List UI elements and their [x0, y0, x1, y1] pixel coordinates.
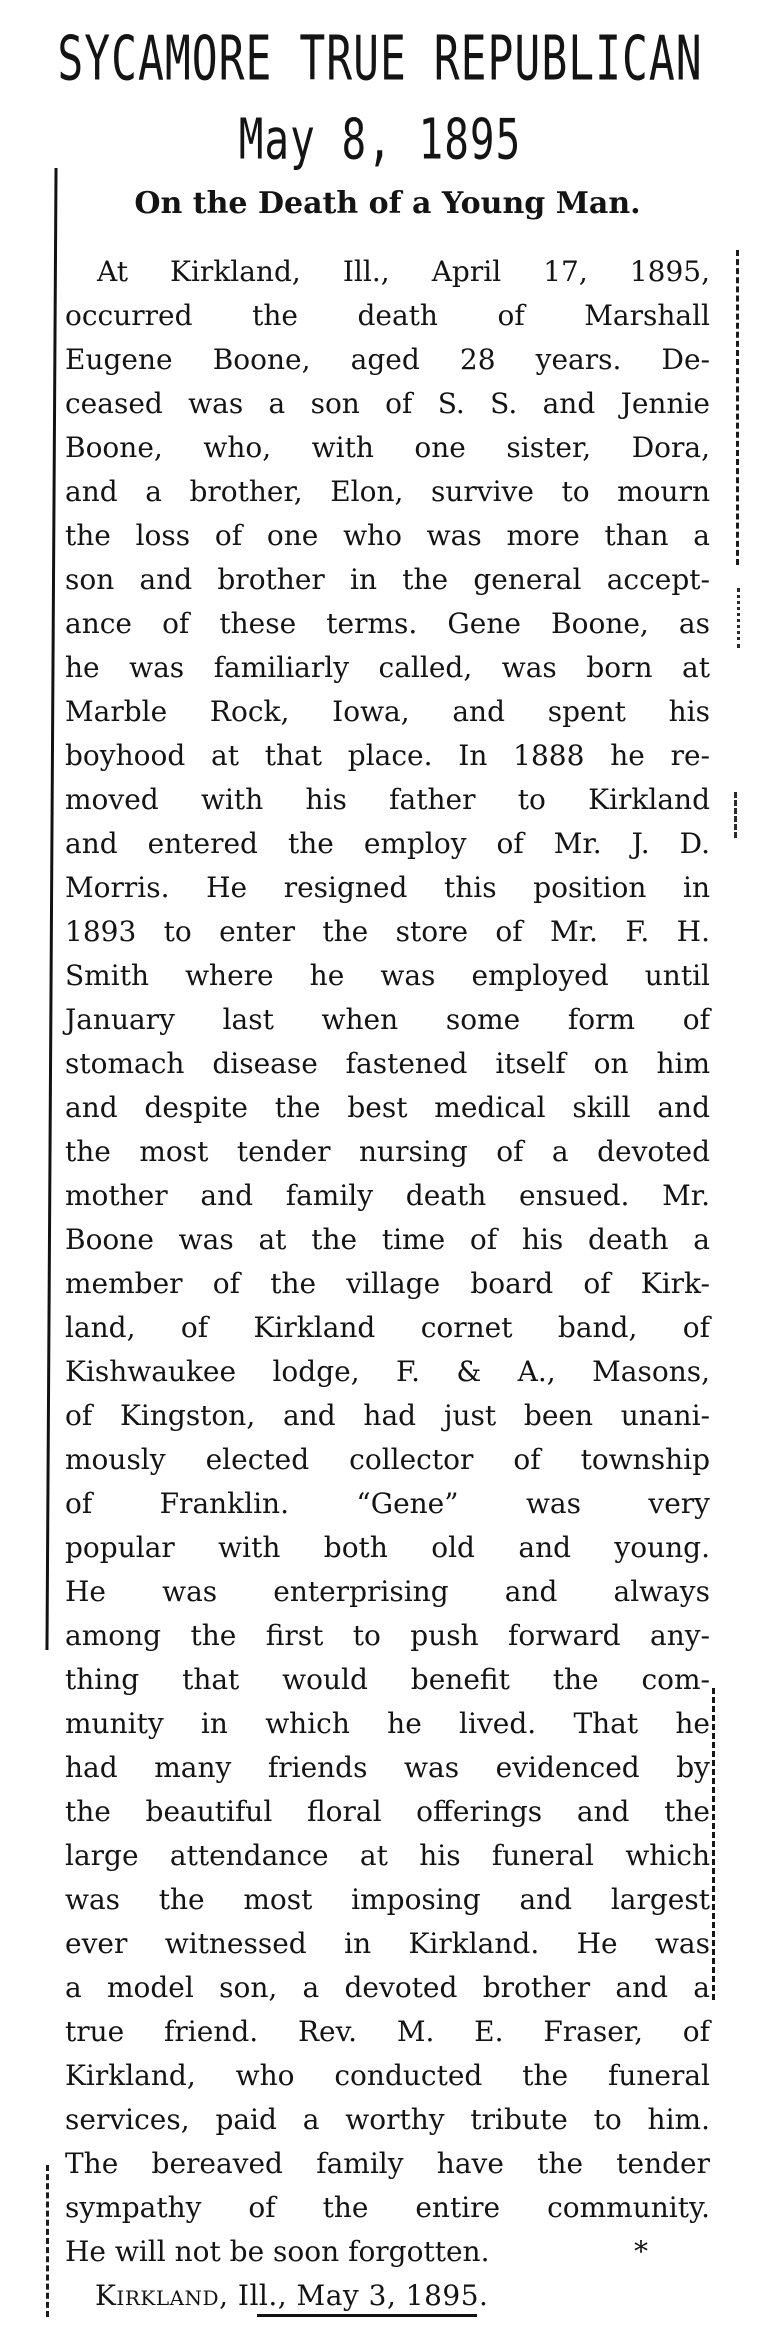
article-line: member of the village board of Kirk- — [65, 1267, 710, 1300]
article-headline: On the Death of a Young Man. — [134, 186, 641, 221]
article-line: mother and family death ensued. Mr. — [65, 1179, 710, 1212]
article-line: ance of these terms. Gene Boone, as — [65, 607, 710, 640]
article-line: He was enterprising and always — [65, 1575, 710, 1608]
article-line: occurred the death of Marshall — [65, 299, 710, 332]
right-column-rule-top — [736, 250, 739, 565]
article-line: true friend. Rev. M. E. Fraser, of — [65, 2015, 710, 2048]
article-line: and a brother, Elon, survive to mourn — [65, 475, 710, 508]
dateline-rest: Ill., May 3, 1895. — [228, 2279, 489, 2312]
article-line: Smith where he was employed until — [65, 959, 710, 992]
article-line: and entered the employ of Mr. J. D. — [65, 827, 710, 860]
article-dateline — [65, 2274, 710, 2318]
left-column-rule-bottom — [46, 2165, 49, 2317]
article-line: ceased was a son of S. S. and Jennie — [65, 387, 710, 420]
right-column-rule-bottom — [712, 1688, 715, 2000]
article-line: popular with both old and young. — [65, 1531, 710, 1564]
article-line: Kirkland, who conducted the funeral — [65, 2059, 710, 2092]
article-line: the most tender nursing of a devoted — [65, 1135, 710, 1168]
article-line: Eugene Boone, aged 28 years. De- — [65, 343, 710, 376]
article-line: large attendance at his funeral which — [65, 1839, 710, 1872]
article-line: and despite the best medical skill and — [65, 1091, 710, 1124]
article-line: ever witnessed in Kirkland. He was — [65, 1927, 710, 1960]
article-line: thing that would benefit the com- — [65, 1663, 710, 1696]
article-line: boyhood at that place. In 1888 he re- — [65, 739, 710, 772]
closing-line-text: He will not be soon forgotten. — [65, 2235, 490, 2268]
article-line: At Kirkland, Ill., April 17, 1895, — [97, 255, 710, 288]
article-line: Boone was at the time of his death a — [65, 1223, 710, 1256]
article-line: stomach disease fastened itself on him — [65, 1047, 710, 1080]
article-tail — [65, 2230, 710, 2318]
article-line: of Kingston, and had just been unani- — [65, 1399, 710, 1432]
article-line: land, of Kirkland cornet band, of — [65, 1311, 710, 1344]
article-line: of Franklin. “Gene” was very — [65, 1487, 710, 1520]
article-line: moved with his father to Kirkland — [65, 783, 710, 816]
article-line: munity in which he lived. That he — [65, 1707, 710, 1740]
article-line: Boone, who, with one sister, Dora, — [65, 431, 710, 464]
masthead-date: May 8, 1895 — [238, 106, 522, 173]
article-line: the loss of one who was more than a — [65, 519, 710, 552]
article-line: Marble Rock, Iowa, and spent his — [65, 695, 710, 728]
article-line: The bereaved family have the tender — [65, 2147, 710, 2180]
article-body — [65, 250, 710, 2230]
article-line: January last when some form of — [65, 1003, 710, 1036]
right-column-rule-fragment — [734, 792, 737, 838]
article-line: mously elected collector of township — [65, 1443, 710, 1476]
article-line: was the most imposing and largest — [65, 1883, 710, 1916]
article-line: among the first to push forward any- — [65, 1619, 710, 1652]
dateline-place: Kirkland, — [95, 2279, 229, 2312]
article-line: Morris. He resigned this position in — [65, 871, 710, 904]
left-column-rule — [45, 168, 57, 1650]
article-line: son and brother in the general accept- — [65, 563, 710, 596]
end-mark-asterisk: * — [634, 2235, 648, 2268]
article-line: Kishwaukee lodge, F. & A., Masons, — [65, 1355, 710, 1388]
article-line: he was familiarly called, was born at — [65, 651, 710, 684]
article-line: sympathy of the entire community. — [65, 2191, 710, 2224]
article-line: 1893 to enter the store of Mr. F. H. — [65, 915, 710, 948]
article-line: a model son, a devoted brother and a — [65, 1971, 710, 2004]
closing-line — [65, 2230, 710, 2274]
article-line: services, paid a worthy tribute to him. — [65, 2103, 710, 2136]
right-column-rule-dots — [737, 588, 740, 648]
article-line: the beautiful floral offerings and the — [65, 1795, 710, 1828]
masthead-title: SYCAMORE TRUE REPUBLICAN — [57, 24, 703, 95]
article-line: had many friends was evidenced by — [65, 1751, 710, 1784]
